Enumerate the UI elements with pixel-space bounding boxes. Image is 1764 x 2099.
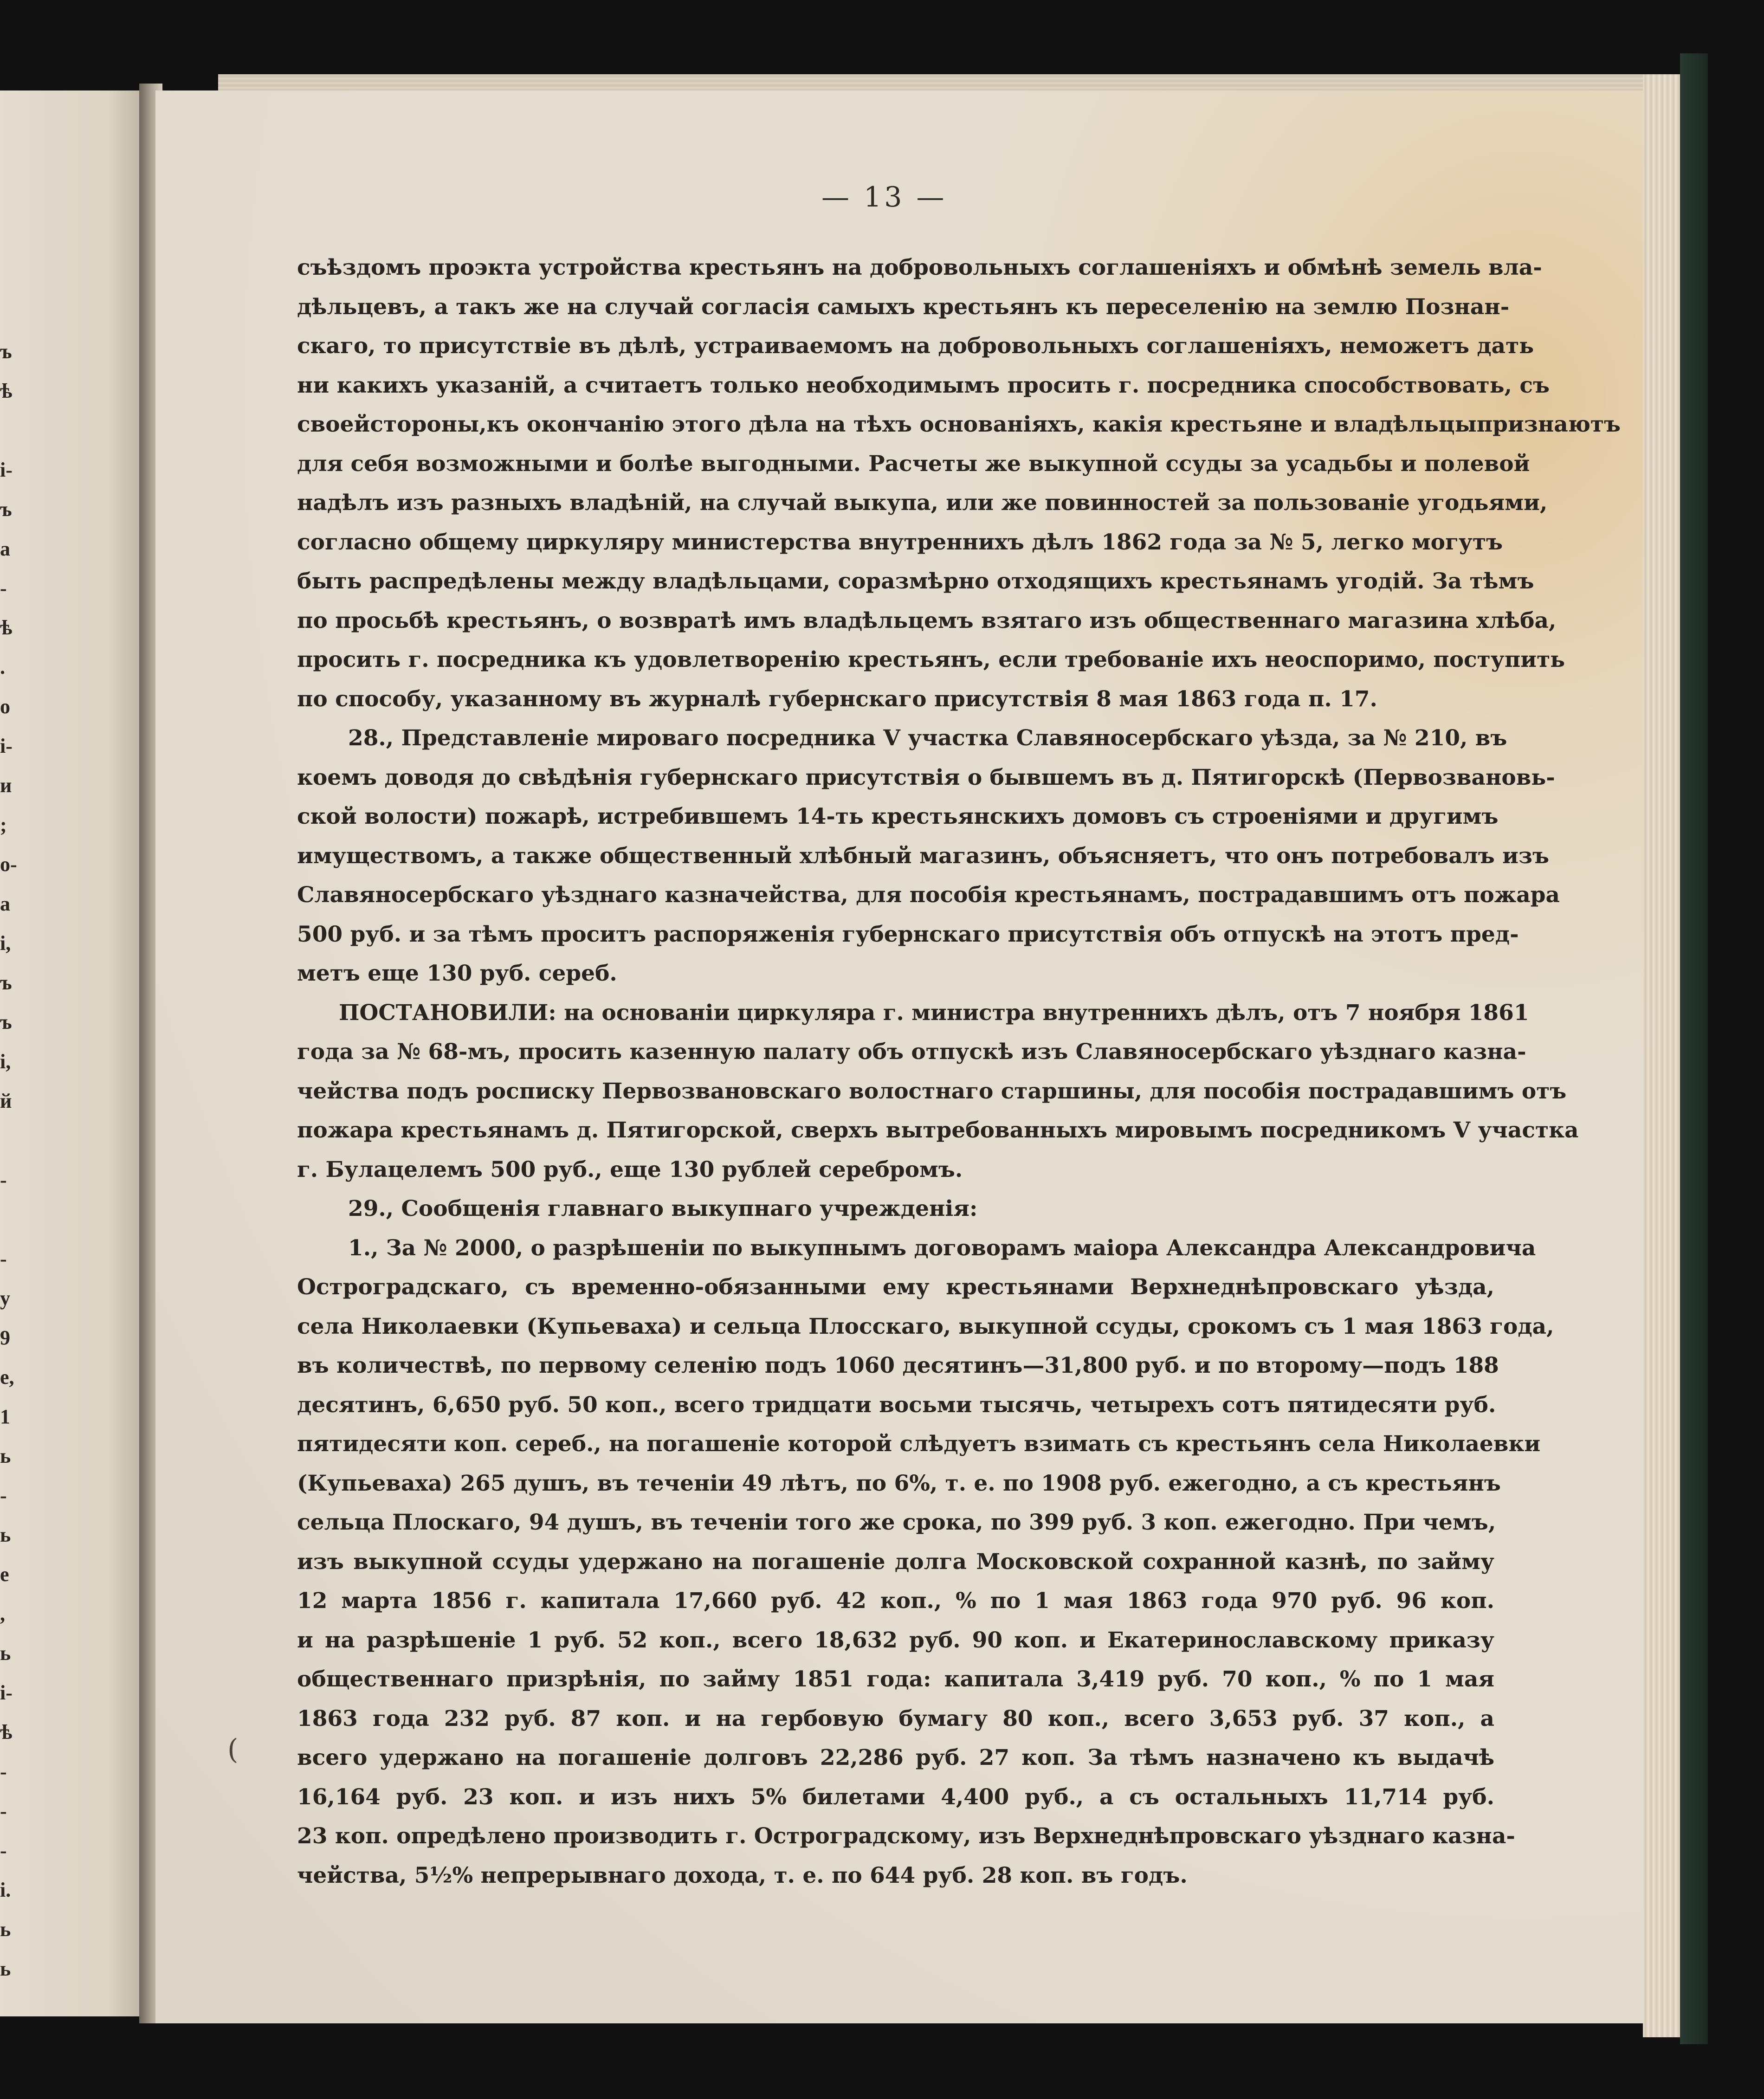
left-edge-char: у <box>0 1287 10 1310</box>
left-edge-char: и <box>0 774 12 797</box>
text-line: съѣздомъ проэкта устройства крестьянъ на добровольныхъ соглашеніяхъ и обмѣнѣ земель вла- <box>297 255 1542 280</box>
page-stack-edge <box>1643 74 1685 2037</box>
text-line: 23 коп. опредѣлено производить г. Остроградскому, изъ Верхнеднѣпровскаго уѣзднаго казна- <box>297 1823 1515 1849</box>
left-edge-char: а <box>0 892 10 915</box>
text-line: 12 марта 1856 г. капитала 17,660 руб. 42 коп., % по 1 мая 1863 года 970 руб. 96 коп. <box>297 1588 1494 1614</box>
left-edge-char: ѣ <box>0 380 13 402</box>
text-line: десятинъ, 6,650 руб. 50 коп., всего тридцати восьми тысячь, четырехъ сотъ пятидесяти руб. <box>297 1392 1496 1418</box>
left-edge-char: ѣ <box>0 616 13 639</box>
text-line: скаго, то присутствіе въ дѣлѣ, устраиваемомъ на добровольныхъ соглашеніяхъ, неможетъ дать <box>297 333 1534 359</box>
left-edge-char <box>0 1200 19 1239</box>
text-line: 28., Представленіе мироваго посредника V участка Славяносербскаго уѣзда, за № 210, въ <box>348 725 1507 751</box>
text-line: чейства подъ росписку Первозвановскаго волостнаго старшины, для пособія пострадавшимъ отъ <box>297 1078 1567 1104</box>
left-edge-char: - <box>0 1484 7 1507</box>
left-edge-char: ъ <box>0 1011 12 1033</box>
text-line: по способу, указанному въ журналѣ губернскаго присутствія 8 мая 1863 года п. 17. <box>297 686 1377 712</box>
text-line: чейства, 5½% непрерывнаго дохода, т. е. по 644 руб. 28 коп. въ годъ. <box>297 1862 1188 1888</box>
left-edge-char <box>0 411 19 450</box>
page-body-text <box>297 248 1621 1895</box>
text-line: пожара крестьянамъ д. Пятигорской, сверхъ вытребованныхъ мировымъ посредникомъ V участка <box>297 1117 1579 1143</box>
text-line: общественнаго призрѣнія, по займу 1851 года: капитала 3,419 руб. 70 коп., % по 1 мая <box>297 1666 1494 1692</box>
left-facing-page <box>0 90 153 2016</box>
left-edge-char: - <box>0 1800 7 1822</box>
text-line: ПОСТАНОВИЛИ: на основаніи циркуляра г. министра внутреннихъ дѣлъ, отъ 7 ноября 1861 <box>339 1000 1529 1026</box>
text-line: въ количествѣ, по первому селенію подъ 1060 десятинъ—31,800 руб. и по второму—подъ 188 <box>297 1353 1499 1378</box>
left-edge-char: і. <box>0 1879 11 1901</box>
left-edge-char: ь <box>0 1524 11 1546</box>
text-line: 1., За № 2000, о разрѣшеніи по выкупнымъ договорамъ маіора Александра Александровича <box>348 1235 1536 1261</box>
text-line: всего удержано на погашеніе долговъ 22,286 руб. 27 коп. За тѣмъ назначено къ выдачѣ <box>297 1745 1494 1770</box>
text-line: дѣльцевъ, а такъ же на случай согласія самыхъ крестьянъ къ переселенію на землю Познан- <box>297 294 1510 320</box>
text-line: ни какихъ указаній, а считаетъ только необходимымъ просить г. посредника способствовать, съ <box>297 372 1550 398</box>
left-edge-char: і- <box>0 459 13 481</box>
text-line: села Николаевки (Купьеваха) и сельца Плосскаго, выкупной ссуды, срокомъ съ 1 мая 1863 года, <box>297 1313 1554 1339</box>
left-edge-char: ъ <box>0 340 12 363</box>
left-edge-char: ь <box>0 1445 11 1467</box>
left-edge-char: і, <box>0 932 11 955</box>
left-edge-char: ѣ <box>0 1721 13 1744</box>
left-edge-char: - <box>0 1169 7 1191</box>
left-edge-char: - <box>0 577 7 600</box>
text-line: надѣлъ изъ разныхъ владѣній, на случай выкупа, или же повинностей за пользованіе угодьями, <box>297 490 1548 516</box>
left-edge-char: ъ <box>0 971 12 994</box>
text-line: изъ выкупной ссуды удержано на погашеніе долга Московской сохранной казнѣ, по займу <box>297 1549 1494 1575</box>
text-line: метъ еще 130 руб. сереб. <box>297 961 617 986</box>
left-edge-char: - <box>0 1247 7 1270</box>
text-line: сельца Плоскаго, 94 душъ, въ теченіи того же срока, по 399 руб. 3 коп. ежегодно. При чемъ, <box>297 1510 1496 1535</box>
left-edge-char: е, <box>0 1366 14 1389</box>
margin-mark: ( <box>227 1733 239 1766</box>
text-line: Остроградскаго, съ временно-обязанными ему крестьянами Верхнеднѣпровскаго уѣзда, <box>297 1274 1494 1300</box>
text-line: 500 руб. и за тѣмъ проситъ распоряженія губернскаго присутствія объ отпускѣ на этотъ пред- <box>297 921 1519 947</box>
text-line: Славяносербскаго уѣзднаго казначейства, для пособія крестьянамъ, пострадавшимъ отъ пожара <box>297 882 1560 908</box>
left-edge-char: ъ <box>0 498 12 521</box>
text-line: (Купьеваха) 265 душъ, въ теченіи 49 лѣтъ, по 6%, т. е. по 1908 руб. ежегодно, а съ крестьянъ <box>297 1470 1501 1496</box>
text-line: своейстороны,къ окончанію этого дѣла на тѣхъ основаніяхъ, какія крестьяне и владѣльцыпризнаютъ <box>297 412 1621 437</box>
left-edge-char: ь <box>0 1918 11 1941</box>
text-line: для себя возможными и болѣе выгодными. Расчеты же выкупной ссуды за усадьбы и полевой <box>297 451 1530 477</box>
text-line: и на разрѣшеніе 1 руб. 52 коп., всего 18,632 руб. 90 коп. и Екатеринославскому приказу <box>297 1627 1494 1653</box>
text-line: года за № 68-мъ, просить казенную палату объ отпускѣ изъ Славяносербскаго уѣзднаго казна- <box>297 1039 1526 1065</box>
left-edge-char: а <box>0 537 10 560</box>
text-line: 1863 года 232 руб. 87 коп. и на гербовую бумагу 80 коп., всего 3,653 руб. 37 коп., а <box>297 1705 1494 1731</box>
text-line: согласно общему циркуляру министерства внутреннихъ дѣлъ 1862 года за № 5, легко могутъ <box>297 529 1503 555</box>
left-edge-char: і- <box>0 735 13 757</box>
left-edge-char: - <box>0 1839 7 1862</box>
left-edge-char: ь <box>0 1642 11 1665</box>
left-edge-char: і, <box>0 1050 11 1073</box>
left-edge-char: е <box>0 1563 9 1586</box>
text-line: 16,164 руб. 23 коп. и изъ нихъ 5% билетами 4,400 руб., а съ остальныхъ 11,714 руб. <box>297 1784 1494 1810</box>
page-edge-top <box>218 74 1666 93</box>
left-edge-char: , <box>0 1602 5 1625</box>
left-edge-char: і- <box>0 1681 13 1704</box>
left-edge-char: 1 <box>0 1405 10 1428</box>
text-line: просить г. посредника къ удовлетворенію крестьянъ, если требованіе ихъ неоспоримо, поступить <box>297 647 1565 672</box>
left-edge-char: й <box>0 1090 12 1112</box>
text-line: коемъ доводя до свѣдѣнія губернскаго присутствія о бывшемъ въ д. Пятигорскѣ (Первозвановь- <box>297 764 1555 790</box>
text-line: г. Булацелемъ 500 руб., еще 130 рублей серебромъ. <box>297 1156 963 1182</box>
left-edge-char: ь <box>0 1957 11 1980</box>
left-edge-char: ; <box>0 814 7 836</box>
left-edge-char <box>0 1121 19 1160</box>
page-number: — 13 — <box>821 181 947 213</box>
left-edge-char: о- <box>0 853 17 876</box>
text-line: по просьбѣ крестьянъ, о возвратѣ имъ владѣльцемъ взятаго изъ общественнаго магазина хлѣба, <box>297 607 1557 633</box>
text-line: ской волости) пожарѣ, истребившемъ 14-ть крестьянскихъ домовъ съ строеніями и другимъ <box>297 804 1499 829</box>
text-line: пятидесяти коп. сереб., на погашеніе которой слѣдуетъ взимать съ крестьянъ села Николаевки <box>297 1431 1541 1457</box>
text-line: 29., Сообщенія главнаго выкупнаго учрежденія: <box>348 1196 978 1221</box>
book-cover <box>1680 53 1708 2044</box>
left-page-edge-text <box>0 332 19 1989</box>
left-edge-char: - <box>0 1760 7 1783</box>
text-line: имуществомъ, а также общественный хлѣбный магазинъ, объясняетъ, что онъ потребовалъ изъ <box>297 843 1550 869</box>
text-line: быть распредѣлены между владѣльцами, соразмѣрно отходящихъ крестьянамъ угодій. За тѣмъ <box>297 568 1534 594</box>
left-edge-char: о <box>0 695 10 718</box>
left-edge-char: 9 <box>0 1326 10 1349</box>
left-edge-char: . <box>0 656 5 678</box>
